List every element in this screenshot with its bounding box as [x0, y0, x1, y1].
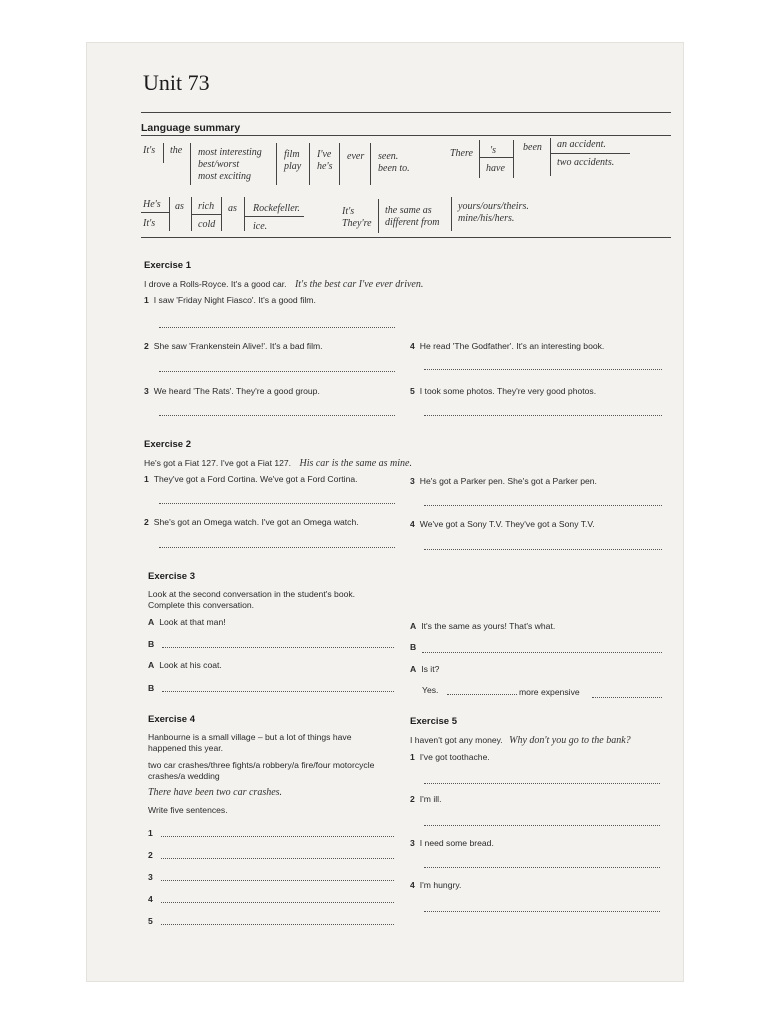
t4-different-from: different from [385, 217, 440, 228]
item-number: 3 [410, 838, 415, 848]
ex4-num-4 [148, 894, 158, 905]
item-number: 3 [410, 476, 415, 486]
speaker-label: B [148, 683, 155, 693]
ex1-item-2 [144, 341, 323, 352]
answer-line-ex1-4[interactable] [424, 369, 662, 370]
answer-line-ex4-4[interactable] [161, 902, 394, 903]
t1-been-to: been to. [378, 163, 410, 174]
divider [479, 140, 480, 178]
ex5-item-1 [410, 752, 490, 763]
exercise-3-heading: Exercise 3 [148, 571, 196, 582]
item-number: 2 [410, 794, 415, 804]
divider [276, 143, 277, 185]
answer-line-ex4-3[interactable] [161, 880, 394, 881]
divider [190, 143, 191, 185]
exercise-3-instruction-2: Complete this conversation. [148, 600, 255, 610]
exercise-1-example [144, 279, 423, 290]
item-number: 3 [148, 872, 153, 882]
ex3-a1 [148, 617, 226, 628]
item-text: We heard 'The Rats'. They're a good group. [153, 386, 320, 396]
t1-the: the [170, 145, 183, 156]
answer-line-ex1-3[interactable] [159, 415, 395, 416]
t2-an-accident: an accident. [557, 139, 606, 150]
t3-as: as [175, 201, 184, 212]
item-number: 3 [144, 386, 149, 396]
ex2-item-4 [410, 519, 595, 530]
t1-superlative-3: most exciting [198, 171, 252, 182]
t2-there: There [450, 148, 473, 159]
item-text: They've got a Ford Cortina. We've got a Ford Cortina. [153, 474, 358, 484]
t1-its: It's [143, 145, 156, 156]
line-text: Look at that man! [159, 617, 226, 627]
ex1-item-1 [144, 295, 316, 306]
language-summary-heading: Language summary [141, 122, 241, 134]
ex3-b1 [148, 639, 159, 650]
item-number: 1 [148, 828, 153, 838]
answer-line-ex3-b3[interactable] [422, 652, 662, 653]
t4-mine: mine/his/hers. [458, 213, 515, 224]
item-text: I need some bread. [419, 838, 494, 848]
summary-top-rule [141, 112, 671, 113]
page-title: Unit 73 [143, 70, 210, 95]
item-text: He's got a Parker pen. She's got a Parker pen. [419, 476, 597, 486]
t1-superlative-1: most interesting [198, 147, 262, 158]
t4-theyre: They're [342, 218, 372, 229]
item-number: 4 [410, 519, 415, 529]
ex4-num-3 [148, 872, 158, 883]
speaker-label: A [410, 664, 417, 674]
t1-film: film [284, 149, 300, 160]
t4-yours: yours/ours/theirs. [458, 201, 529, 212]
line-text: It's the same as yours! That's what. [421, 621, 556, 631]
t3-rich: rich [198, 201, 215, 212]
t3-cold: cold [198, 219, 216, 230]
divider [550, 138, 551, 176]
exercise-4-list-1: two car crashes/three fights/a robbery/a fire/four motorcycle [148, 760, 375, 770]
answer-line-ex2-4[interactable] [424, 549, 662, 550]
divider [378, 199, 379, 233]
item-text: She saw 'Frankenstein Alive!'. It's a bad film. [153, 341, 323, 351]
answer-line-ex1-5[interactable] [424, 415, 662, 416]
item-number: 1 [410, 752, 415, 762]
divider [451, 197, 452, 231]
item-number: 5 [148, 916, 153, 926]
exercise-4-heading: Exercise 4 [148, 714, 196, 725]
t3-ice: ice. [253, 221, 268, 232]
item-text: She's got an Omega watch. I've got an Omega watch. [153, 517, 359, 527]
ex3-a2 [148, 660, 222, 671]
item-number: 2 [144, 341, 149, 351]
exercise-2-heading: Exercise 2 [144, 439, 192, 450]
ex3-yes-label: Yes. [422, 685, 439, 695]
workbook-page [86, 42, 684, 982]
ex3-b3 [410, 642, 421, 653]
item-number: 4 [148, 894, 153, 904]
speaker-label: B [148, 639, 155, 649]
t1-superlative-2: best/worst [198, 159, 240, 170]
answer-line-ex2-2[interactable] [159, 547, 395, 548]
answer-line-ex4-5[interactable] [161, 924, 394, 925]
summary-bottom-rule [141, 237, 671, 238]
answer-line-ex2-1[interactable] [159, 503, 395, 504]
t1-play: play [284, 161, 302, 172]
example-text: I drove a Rolls-Royce. It's a good car. [144, 279, 287, 289]
ex4-num-2 [148, 850, 158, 861]
exercise-3-instruction-1: Look at the second conversation in the student's book. [148, 589, 356, 599]
answer-line-ex4-2[interactable] [161, 858, 394, 859]
item-number: 2 [144, 517, 149, 527]
divider [163, 143, 164, 163]
item-text: I'm hungry. [419, 880, 462, 890]
speaker-label: A [148, 660, 155, 670]
answer-line-ex3-b2[interactable] [162, 691, 394, 692]
t3-rockefeller: Rockefeller. [253, 203, 300, 214]
t4-same-as: the same as [385, 205, 432, 216]
exercise-4-instruction: Write five sentences. [148, 805, 228, 815]
answer-line-ex5-2[interactable] [424, 825, 660, 826]
t3-hes: He's [143, 199, 161, 210]
t2-have: have [486, 163, 505, 174]
ex1-item-4 [410, 341, 604, 352]
t1-ever: ever [347, 151, 365, 162]
exercise-4-intro-2: happened this year. [148, 743, 224, 753]
answer-line-ex2-3[interactable] [424, 505, 662, 506]
divider [513, 140, 514, 178]
divider [221, 197, 222, 231]
ex3-a4 [410, 664, 439, 675]
summary-heading-rule [141, 135, 671, 136]
divider [141, 212, 169, 213]
divider [339, 143, 340, 185]
ex2-item-1 [144, 474, 358, 485]
example-answer: It's the best car I've ever driven. [294, 279, 424, 290]
divider [191, 214, 221, 215]
exercise-2-example [144, 458, 412, 469]
item-text: I saw 'Friday Night Fiasco'. It's a good film. [153, 295, 316, 305]
item-number: 2 [148, 850, 153, 860]
divider [309, 143, 310, 185]
answer-line-ex4-1[interactable] [161, 836, 394, 837]
ex2-item-2 [144, 517, 359, 528]
t1-ive: I've [317, 149, 332, 160]
divider [244, 216, 304, 217]
ex5-item-2 [410, 794, 441, 805]
exercise-5-heading: Exercise 5 [410, 716, 458, 727]
ex2-item-3 [410, 476, 597, 487]
example-answer: Why don't you go to the bank? [509, 735, 631, 746]
answer-line-ex5-4[interactable] [424, 911, 660, 912]
item-text: He read 'The Godfather'. It's an interesting book. [419, 341, 605, 351]
item-number: 1 [144, 474, 149, 484]
ex4-num-5 [148, 916, 158, 927]
item-text: We've got a Sony T.V. They've got a Sony T.V. [419, 519, 595, 529]
ex3-a3 [410, 621, 555, 632]
t3-as2: as [228, 203, 237, 214]
speaker-label: A [410, 621, 417, 631]
exercise-1-heading: Exercise 1 [144, 260, 192, 271]
divider [244, 197, 245, 231]
ex3-b2 [148, 683, 159, 694]
line-text: Look at his coat. [159, 660, 222, 670]
t4-its: It's [342, 206, 355, 217]
item-number: 5 [410, 386, 415, 396]
example-text: I haven't got any money. [410, 735, 503, 745]
speaker-label: B [410, 642, 417, 652]
exercise-4-example-answer: There have been two car crashes. [148, 787, 283, 798]
divider [550, 153, 630, 154]
item-number: 4 [410, 341, 415, 351]
item-number: 4 [410, 880, 415, 890]
item-text: I've got toothache. [419, 752, 490, 762]
answer-line-ex5-1[interactable] [424, 783, 660, 784]
item-text: I took some photos. They're very good photos. [419, 386, 597, 396]
answer-line-ex1-1[interactable] [159, 327, 395, 328]
example-answer: His car is the same as mine. [299, 458, 412, 469]
example-text: He's got a Fiat 127. I've got a Fiat 127. [144, 458, 292, 468]
ex1-item-3 [144, 386, 320, 397]
answer-line-ex5-3[interactable] [424, 867, 660, 868]
t3-its: It's [143, 218, 156, 229]
ex5-item-3 [410, 838, 494, 849]
divider [479, 157, 513, 158]
ex5-item-4 [410, 880, 461, 891]
answer-line-ex3-yes[interactable] [447, 694, 517, 695]
answer-line-ex1-2[interactable] [159, 371, 395, 372]
ex4-num-1 [148, 828, 158, 839]
exercise-5-example [410, 735, 631, 746]
answer-line-ex3-b1[interactable] [162, 647, 394, 648]
ex3-more-expensive-label: more expensive [519, 687, 580, 697]
line-text: Is it? [421, 664, 440, 674]
speaker-label: A [148, 617, 155, 627]
answer-line-ex3-more-expensive[interactable] [592, 697, 662, 698]
exercise-4-intro-1: Hanbourne is a small village – but a lot of things have [148, 732, 352, 742]
divider [169, 197, 170, 231]
t2-s: 's [490, 145, 497, 156]
t2-been: been [523, 142, 542, 153]
item-number: 1 [144, 295, 149, 305]
exercise-4-list-2: crashes/a wedding [148, 771, 220, 781]
t2-two-accidents: two accidents. [557, 157, 615, 168]
t1-hes: he's [317, 161, 333, 172]
divider [370, 143, 371, 185]
ex1-item-5 [410, 386, 596, 397]
item-text: I'm ill. [419, 794, 442, 804]
t1-seen: seen. [378, 151, 399, 162]
